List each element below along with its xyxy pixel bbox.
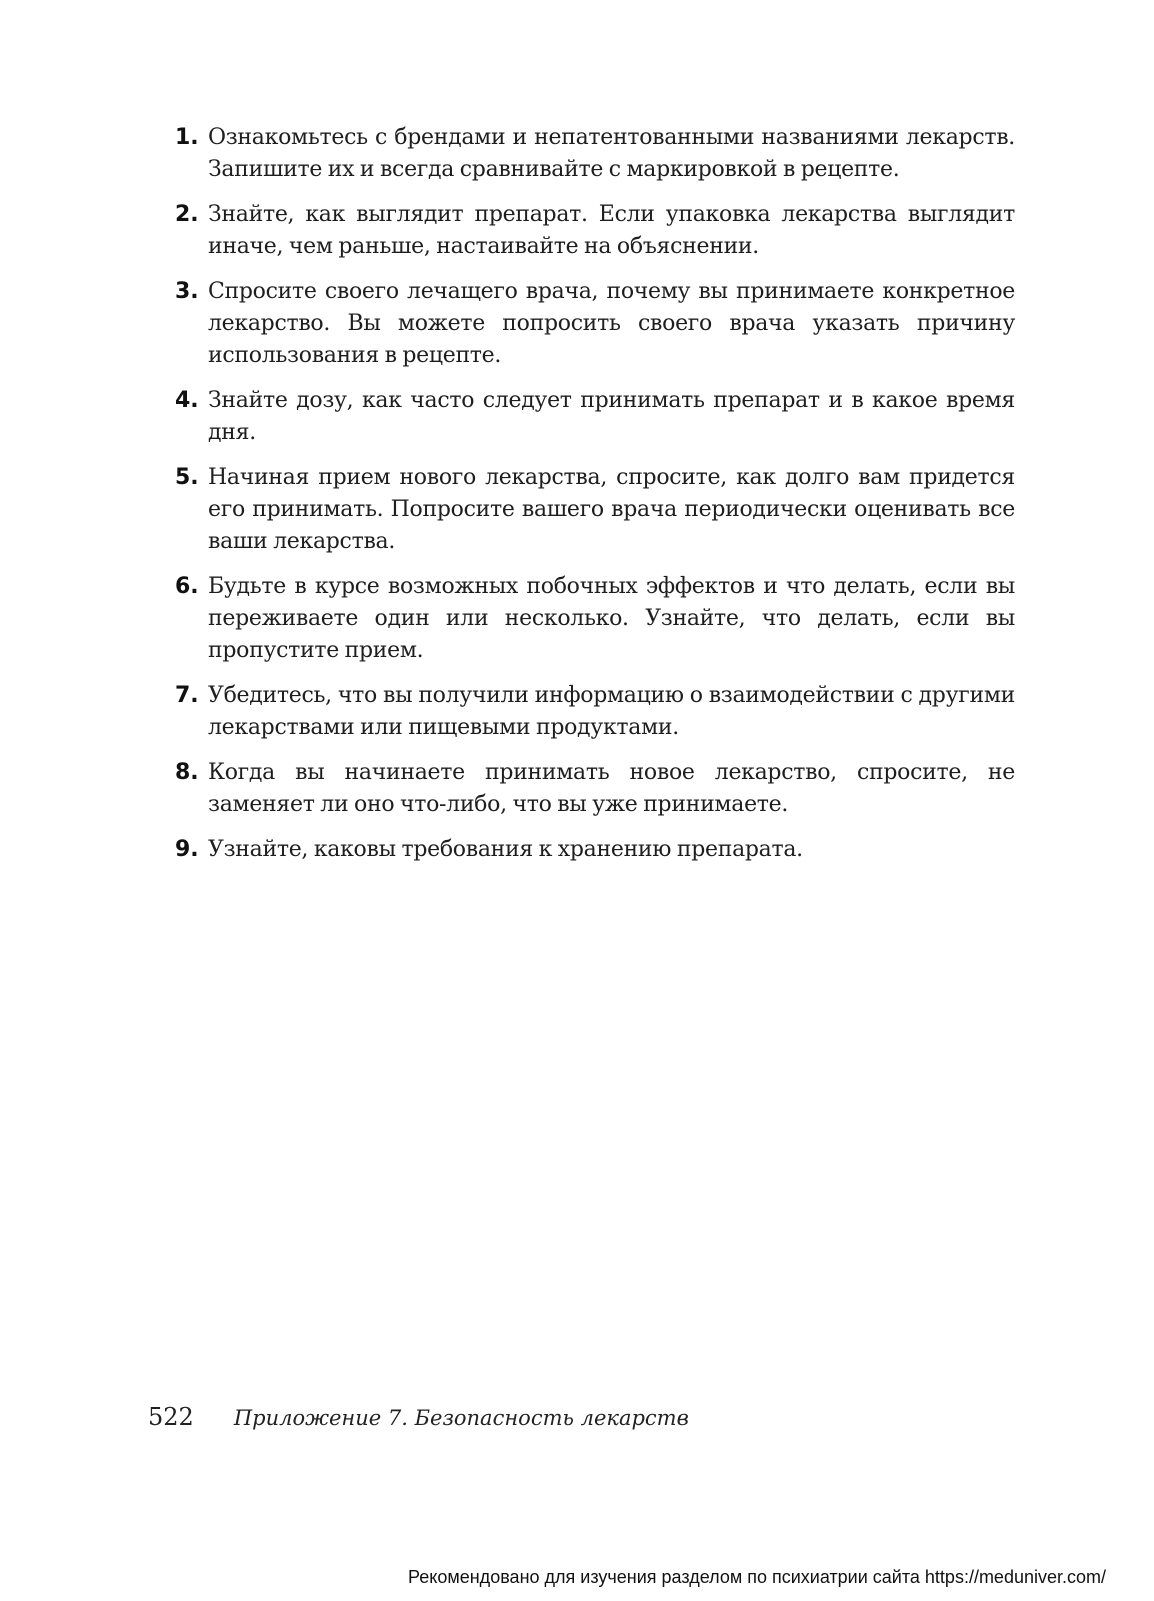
page-footer <box>148 1403 689 1431</box>
list-item-number: 8. <box>175 760 199 785</box>
list-item-text: Спросите своего лечащего врача, почему вы принимаете конкретное лекарство. Вы можете попросить своего врача указать причину использования в рецепте. <box>208 279 1015 368</box>
list-item-number: 6. <box>175 574 199 599</box>
list-item-number: 9. <box>175 837 199 862</box>
page-number: 522 <box>148 1403 194 1431</box>
list-item <box>175 571 1015 667</box>
list-item-text: Ознакомьтесь с брендами и непатентованными названиями лекарств. Запишите их и всегда сравнивайте с маркировкой в рецепте. <box>208 125 1015 182</box>
list-item-text: Когда вы начинаете принимать новое лекарство, спросите, не заменяет ли оно что-либо, что вы уже принимаете. <box>208 760 1015 817</box>
list-item <box>175 199 1015 263</box>
list-item <box>175 462 1015 558</box>
running-title: Приложение 7. Безопасность лекарств <box>233 1406 689 1430</box>
list-item <box>175 385 1015 449</box>
list-item <box>175 276 1015 372</box>
list-item <box>175 680 1015 744</box>
list-item-text: Начиная прием нового лекарства, спросите, как долго вам придется его принимать. Попросите вашего врача периодически оценивать все ваши лекарства. <box>208 465 1015 554</box>
list-item-text: Будьте в курсе возможных побочных эффектов и что делать, если вы переживаете один или несколько. Узнайте, что делать, если вы пропустите прием. <box>208 574 1015 663</box>
list-item-text: Знайте дозу, как часто следует принимать препарат и в какое время дня. <box>208 388 1015 445</box>
list-item-number: 3. <box>175 279 199 304</box>
list-item <box>175 122 1015 186</box>
list-item-text: Убедитесь, что вы получили информацию о взаимодействии с другими лекарствами или пищевыми продуктами. <box>208 683 1015 740</box>
list-item <box>175 757 1015 821</box>
list-item <box>175 834 1015 866</box>
list-item-text: Знайте, как выглядит препарат. Если упаковка лекарства выглядит иначе, чем раньше, настаивайте на объяснении. <box>208 202 1015 259</box>
list-item-number: 4. <box>175 388 199 413</box>
list-item-number: 1. <box>175 125 199 150</box>
list-item-number: 2. <box>175 202 199 227</box>
list-item-number: 7. <box>175 683 199 708</box>
medication-safety-list <box>175 122 1015 879</box>
list-item-text: Узнайте, каковы требования к хранению препарата. <box>208 837 803 862</box>
source-watermark: Рекомендовано для изучения разделом по психиатрии сайта https://meduniver.com/ <box>408 1567 1106 1587</box>
list-item-number: 5. <box>175 465 199 490</box>
